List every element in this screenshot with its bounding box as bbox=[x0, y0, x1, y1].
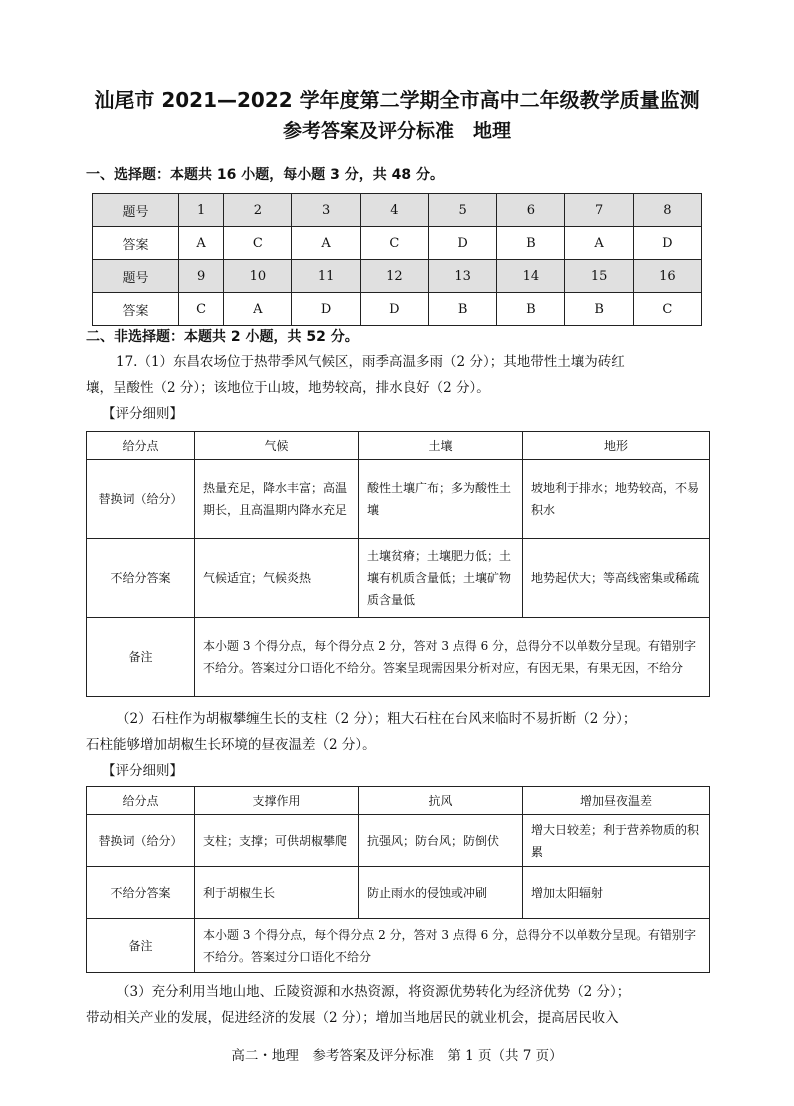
answer-table-cell: C bbox=[360, 227, 428, 260]
section-1-heading: 一、选择题：本题共 16 小题，每小题 3 分，共 48 分。 bbox=[86, 167, 444, 183]
rubric1-header-terrain: 地形 bbox=[523, 432, 710, 460]
page-title: 汕尾市 2021—2022 学年度第二学期全市高中二年级教学质量监测 bbox=[94, 88, 700, 112]
rubric1-row-label: 替换词（给分） bbox=[87, 460, 195, 539]
answer-table-cell: 8 bbox=[633, 194, 701, 227]
answer-table-cell: 9 bbox=[179, 260, 224, 293]
rubric2-note: 本小题 3 个得分点，每个得分点 2 分，答对 3 点得 6 分，总得分不以单数分呈现。有错别字不给分。答案过分口语化不给分 bbox=[195, 919, 710, 973]
answer-table-cell: 15 bbox=[565, 260, 633, 293]
rubric1-header-climate: 气候 bbox=[195, 432, 359, 460]
scoring-detail-label: 【评分细则】 bbox=[102, 406, 183, 422]
rubric2-cell: 增加太阳辐射 bbox=[523, 867, 710, 919]
answer-table-cell: B bbox=[497, 293, 565, 326]
rubric1-note-label: 备注 bbox=[87, 618, 195, 697]
q17-1-text-line2: 壤，呈酸性（2 分）；该地位于山坡，地势较高，排水良好（2 分）。 bbox=[86, 380, 490, 396]
answer-table bbox=[92, 193, 702, 326]
rubric1-cell: 土壤贫瘠；土壤肥力低；土壤有机质含量低；土壤矿物质含量低 bbox=[359, 539, 523, 618]
answer-table-cell: A bbox=[292, 227, 360, 260]
answer-table-cell: 16 bbox=[633, 260, 701, 293]
rubric-table-1 bbox=[86, 431, 710, 697]
answer-table-row bbox=[93, 194, 702, 227]
answer-table-cell: A bbox=[224, 293, 292, 326]
answer-table-cell: 11 bbox=[292, 260, 360, 293]
answer-table-cell: B bbox=[565, 293, 633, 326]
rubric2-cell: 抗强风；防台风；防倒伏 bbox=[359, 815, 523, 867]
answer-table-cell: 13 bbox=[428, 260, 496, 293]
rubric2-header-wind: 抗风 bbox=[359, 787, 523, 815]
q17-3-text-line2: 带动相关产业的发展，促进经济的发展（2 分）；增加当地居民的就业机会，提高居民收入 bbox=[86, 1010, 619, 1026]
answer-table-cell: 14 bbox=[497, 260, 565, 293]
rubric1-cell: 热量充足，降水丰富；高温期长，且高温期内降水充足 bbox=[195, 460, 359, 539]
answer-table-row-label: 答案 bbox=[93, 293, 179, 326]
q17-1-text-line1: 17.（1）东昌农场位于热带季风气候区，雨季高温多雨（2 分）；其地带性土壤为砖红 bbox=[116, 354, 625, 370]
answer-table-cell: D bbox=[633, 227, 701, 260]
rubric2-row-label: 不给分答案 bbox=[87, 867, 195, 919]
rubric2-cell: 防止雨水的侵蚀或冲刷 bbox=[359, 867, 523, 919]
rubric1-cell: 坡地利于排水；地势较高，不易积水 bbox=[523, 460, 710, 539]
answer-table-cell: 10 bbox=[224, 260, 292, 293]
rubric2-header-point: 给分点 bbox=[87, 787, 195, 815]
rubric2-cell: 增大日较差；利于营养物质的积累 bbox=[523, 815, 710, 867]
answer-table-cell: C bbox=[179, 293, 224, 326]
page-footer: 高二・地理 参考答案及评分标准 第 1 页（共 7 页） bbox=[231, 1048, 563, 1064]
rubric2-header-support: 支撑作用 bbox=[195, 787, 359, 815]
answer-table-cell: B bbox=[497, 227, 565, 260]
answer-table-cell: D bbox=[360, 293, 428, 326]
answer-table-cell: 1 bbox=[179, 194, 224, 227]
rubric2-row-label: 替换词（给分） bbox=[87, 815, 195, 867]
answer-table-cell: 7 bbox=[565, 194, 633, 227]
rubric2-cell: 利于胡椒生长 bbox=[195, 867, 359, 919]
answer-table-row bbox=[93, 260, 702, 293]
answer-table-cell: C bbox=[224, 227, 292, 260]
answer-table-row bbox=[93, 227, 702, 260]
answer-table-cell: B bbox=[428, 293, 496, 326]
rubric2-note-label: 备注 bbox=[87, 919, 195, 973]
rubric1-row-label: 不给分答案 bbox=[87, 539, 195, 618]
q17-2-text-line1: （2）石柱作为胡椒攀缠生长的支柱（2 分）；粗大石柱在台风来临时不易折断（2 分）； bbox=[116, 711, 637, 727]
answer-table-cell: D bbox=[292, 293, 360, 326]
answer-table-cell: C bbox=[633, 293, 701, 326]
q17-2-text-line2: 石柱能够增加胡椒生长环境的昼夜温差（2 分）。 bbox=[86, 737, 376, 753]
rubric2-header-temp: 增加昼夜温差 bbox=[523, 787, 710, 815]
rubric1-header-soil: 土壤 bbox=[359, 432, 523, 460]
answer-table-cell: A bbox=[179, 227, 224, 260]
answer-table-cell: 3 bbox=[292, 194, 360, 227]
rubric-table-2 bbox=[86, 786, 710, 973]
answer-table-cell: 6 bbox=[497, 194, 565, 227]
answer-table-cell: D bbox=[428, 227, 496, 260]
answer-table-cell: 2 bbox=[224, 194, 292, 227]
rubric1-header-point: 给分点 bbox=[87, 432, 195, 460]
rubric1-note: 本小题 3 个得分点，每个得分点 2 分，答对 3 点得 6 分，总得分不以单数分呈现。有错别字不给分。答案过分口语化不给分。答案呈现需因果分析对应，有因无果，有果无因，不给分 bbox=[195, 618, 710, 697]
page-subtitle: 参考答案及评分标准 地理 bbox=[282, 120, 511, 142]
section-2-heading: 二、非选择题：本题共 2 小题，共 52 分。 bbox=[86, 329, 359, 345]
answer-table-cell: 12 bbox=[360, 260, 428, 293]
rubric1-cell: 地势起伏大；等高线密集或稀疏 bbox=[523, 539, 710, 618]
rubric1-cell: 酸性土壤广布；多为酸性土壤 bbox=[359, 460, 523, 539]
scoring-detail-label: 【评分细则】 bbox=[102, 763, 183, 779]
answer-table-cell: 4 bbox=[360, 194, 428, 227]
answer-table-row bbox=[93, 293, 702, 326]
rubric2-cell: 支柱；支撑；可供胡椒攀爬 bbox=[195, 815, 359, 867]
answer-table-row-label: 答案 bbox=[93, 227, 179, 260]
answer-table-cell: A bbox=[565, 227, 633, 260]
q17-3-text-line1: （3）充分利用当地山地、丘陵资源和水热资源，将资源优势转化为经济优势（2 分）； bbox=[116, 984, 631, 1000]
answer-table-cell: 5 bbox=[428, 194, 496, 227]
answer-table-row-label: 题号 bbox=[93, 194, 179, 227]
answer-table-row-label: 题号 bbox=[93, 260, 179, 293]
rubric1-cell: 气候适宜；气候炎热 bbox=[195, 539, 359, 618]
